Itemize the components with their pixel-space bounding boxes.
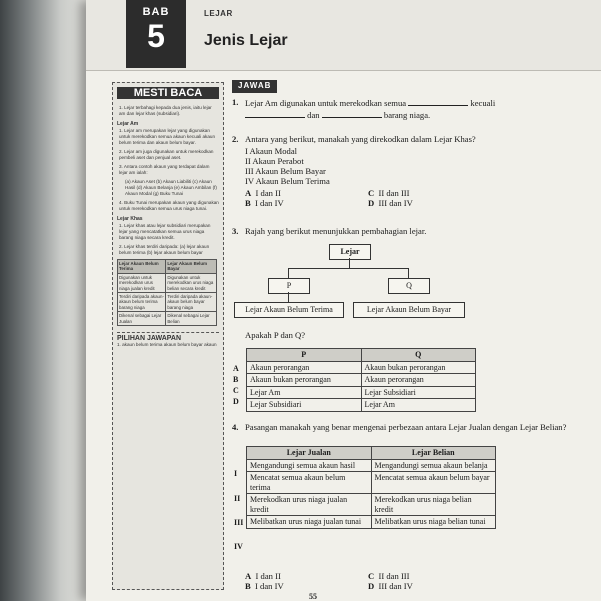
- sidebar-heading: Lejar Am: [117, 121, 139, 127]
- question-text: Lejar Am digunakan untuk merekodkan semua: [245, 98, 407, 108]
- statement-item: III Akaun Belum Bayar: [245, 166, 326, 176]
- answer-blank[interactable]: [322, 109, 382, 118]
- option-letter: D: [233, 397, 239, 406]
- option-letter: A: [233, 364, 239, 373]
- option-text: II dan III: [378, 188, 410, 198]
- answer-option[interactable]: [368, 571, 410, 582]
- option-text: II dan III: [378, 571, 410, 581]
- table-cell: Merekodkan urus niaga jualan kredit: [247, 494, 372, 516]
- statement-number: II: [234, 494, 241, 503]
- statement-item: I Akaun Modal: [245, 146, 298, 156]
- question-4: [232, 422, 594, 592]
- answer-option[interactable]: [245, 198, 284, 209]
- table-cell: Akaun perorangan: [361, 374, 476, 387]
- sidebar-table-cell: Digunakan untuk merekodkan urus niaga belian secara kredit: [166, 273, 217, 292]
- table-cell: Melibatkan urus niaga belian tunai: [371, 516, 496, 529]
- answer-option[interactable]: [368, 581, 413, 592]
- statement-item: II Akaun Perabot: [245, 156, 304, 166]
- sidebar-table-cell: Terdiri daripada akaun-akaun belum bayar barang niaga: [166, 293, 217, 312]
- table-cell: Lejar Subsidiari: [361, 386, 476, 399]
- table-cell: Mengandungi semua akaun hasil: [247, 459, 372, 472]
- chapter-label: BAB: [142, 6, 170, 18]
- answer-blank[interactable]: [245, 109, 305, 118]
- option-letter: C: [368, 571, 375, 581]
- statement-number: IV: [234, 542, 243, 551]
- table-cell: Lejar Am: [361, 399, 476, 412]
- table-cell: Akaun bukan perorangan: [247, 374, 362, 387]
- table-cell: Mengandungi semua akaun belanja: [371, 459, 496, 472]
- diagram-leaf: Lejar Akaun Belum Bayar: [353, 302, 465, 318]
- table-cell: Melibatkan urus niaga jualan tunai: [247, 516, 372, 529]
- option-text: I dan II: [255, 188, 281, 198]
- sidebar-note: 4. Buku Tunai merupakan akaun yang digunakan untuk merekodkan semua urus niaga tunai.: [119, 200, 219, 211]
- sidebar-note: 1. Lejar am merupakan lejar yang digunakan untuk merekodkan semua akaun kecuali akaun belum terima dan akaun belum bayar.: [119, 128, 216, 145]
- sidebar-table-header: Lejar Akaun Belum Bayar: [166, 260, 217, 274]
- connector-line: [408, 268, 409, 278]
- table-cell: Merekodkan urus niaga belian kredit: [371, 494, 496, 516]
- question-text: dan: [307, 109, 320, 120]
- chapter-badge: [126, 0, 186, 68]
- pilihan-jawapan-text: 1. akaun belum terima akaun belum bayar akaun: [117, 342, 217, 348]
- answer-option[interactable]: [368, 198, 413, 209]
- chapter-number: 5: [147, 18, 165, 54]
- option-text: I dan II: [255, 571, 281, 581]
- sidebar-table-cell: Dikenal sebagai Lejar Jualan: [118, 312, 166, 326]
- diagram-node-p: P: [268, 278, 310, 294]
- table-cell: Mencatat semua akaun belum terima: [247, 472, 372, 494]
- statement-number: I: [234, 469, 238, 478]
- question-text: Antara yang berikut, manakah yang direkodkan dalam Lejar Khas?: [245, 134, 476, 144]
- table-cell: Lejar Am: [247, 386, 362, 399]
- mesti-baca-sidebar: [112, 82, 224, 590]
- table-row[interactable]: [247, 361, 476, 374]
- option-letter: A: [245, 188, 252, 198]
- option-letter: B: [245, 198, 251, 208]
- chapter-title: Jenis Lejar: [204, 32, 288, 49]
- sidebar-table: [117, 259, 217, 326]
- answer-option[interactable]: [368, 188, 410, 199]
- question-number: 1.: [232, 97, 239, 107]
- sidebar-note: 2. Lejar am juga digunakan untuk merekodkan pembeli aset dan penjual aset.: [119, 149, 214, 160]
- question-text: kecuali: [470, 98, 496, 108]
- option-letter: C: [368, 188, 375, 198]
- sidebar-table-header: Lejar Akaun Belum Terima: [118, 260, 166, 274]
- option-text: I dan IV: [255, 581, 284, 591]
- table-row: [247, 494, 496, 516]
- question-text: Pasangan manakah yang benar mengenai perbezaan antara Lejar Jualan dengan Lejar Belian?: [245, 422, 567, 432]
- connector-line: [288, 268, 289, 278]
- statement-item: IV Akaun Belum Terima: [245, 176, 330, 186]
- diagram-root: Lejar: [329, 244, 371, 260]
- table-row[interactable]: [247, 386, 476, 399]
- option-letter: B: [233, 375, 239, 384]
- sidebar-title: MESTI BACA: [117, 87, 219, 99]
- jawab-label: JAWAB: [232, 80, 277, 93]
- option-letter: C: [233, 386, 239, 395]
- question-number: 3.: [232, 226, 239, 236]
- pilihan-jawapan-title: PILIHAN JAWAPAN: [117, 335, 182, 343]
- table-row[interactable]: [247, 399, 476, 412]
- diagram-node-q: Q: [388, 278, 430, 294]
- answer-blank[interactable]: [408, 97, 468, 106]
- answer-option[interactable]: [245, 581, 284, 592]
- question-1: [232, 97, 594, 123]
- page-number: 55: [309, 592, 317, 601]
- table-header: Lejar Belian: [371, 447, 496, 460]
- table-header: Lejar Jualan: [247, 447, 372, 460]
- statement-number: III: [234, 518, 244, 527]
- question-3: [232, 226, 594, 426]
- option-letter: B: [245, 581, 251, 591]
- book-page: [86, 0, 601, 601]
- table-cell: Akaun perorangan: [247, 361, 362, 374]
- sidebar-table-cell: Terdiri daripada akaun-akaun belum terima barang niaga: [119, 294, 164, 310]
- sidebar-note: 2. Lejar khas terdiri daripada: (a) lejar akaun belum terima (b) lejar akaun belum bayar: [119, 244, 210, 255]
- sidebar-table-cell: Dikenal sebagai Lejar Belian: [166, 312, 217, 326]
- jawab-label-wrap: [232, 80, 277, 93]
- table-row: [247, 472, 496, 494]
- option-text: I dan IV: [255, 198, 284, 208]
- option-letter: D: [368, 198, 375, 208]
- option-letter: D: [368, 581, 375, 591]
- chapter-header: [86, 0, 601, 71]
- sidebar-note: 3. Antara contoh akaun yang terdapat dalam lejar am ialah:: [119, 164, 210, 175]
- connector-line: [349, 258, 350, 268]
- table-cell: Akaun bukan perorangan: [361, 361, 476, 374]
- option-text: III dan IV: [378, 581, 413, 591]
- question-number: 2.: [232, 134, 239, 144]
- sidebar-note: 1. Lejar terbahagi kepada dua jenis, iaitu lejar am dan lejar khas (subsidiari).: [119, 105, 212, 116]
- table-row: [247, 516, 496, 529]
- pilihan-jawapan: [117, 332, 219, 348]
- diagram-leaf: Lejar Akaun Belum Terima: [234, 302, 344, 318]
- table-header: Q: [361, 349, 476, 362]
- sidebar-list: (a) Akaun Aset (b) Akaun Liabiliti (c) Akaun Hasil (d) Akaun Belanja (e) Akaun Ambilan (f) Akaun Modal (g) Buku Tunai: [125, 179, 217, 196]
- table-cell: Mencatat semua akaun belum bayar: [371, 472, 496, 494]
- chapter-tag: LEJAR: [204, 9, 233, 18]
- connector-line: [288, 292, 289, 302]
- question-prompt: Apakah P dan Q?: [245, 330, 306, 340]
- question-text: Rajah yang berikut menunjukkan pembahagian lejar.: [245, 226, 427, 236]
- question-text: barang niaga.: [383, 109, 431, 120]
- question-2: [232, 134, 594, 224]
- connector-line: [288, 268, 408, 269]
- pq-answer-table: [246, 348, 476, 412]
- question-number: 4.: [232, 422, 239, 432]
- sidebar-table-cell: Digunakan untuk merekodkan urus niaga jualan kredit: [118, 273, 166, 292]
- table-row: [247, 459, 496, 472]
- option-letter: A: [245, 571, 252, 581]
- answer-option[interactable]: [245, 571, 281, 582]
- table-row[interactable]: [247, 374, 476, 387]
- table-cell: Lejar Subsidiari: [247, 399, 362, 412]
- table-header: P: [247, 349, 362, 362]
- sidebar-note: 1. Lejar khas atau lejar subsidiari merupakan lejar yang mencatatkan semua urus niaga barang niaga secara kredit.: [119, 223, 211, 240]
- answer-option[interactable]: [245, 188, 281, 199]
- option-text: III dan IV: [378, 198, 413, 208]
- sidebar-heading: Lejar Khas: [117, 216, 143, 222]
- comparison-table: [246, 446, 496, 529]
